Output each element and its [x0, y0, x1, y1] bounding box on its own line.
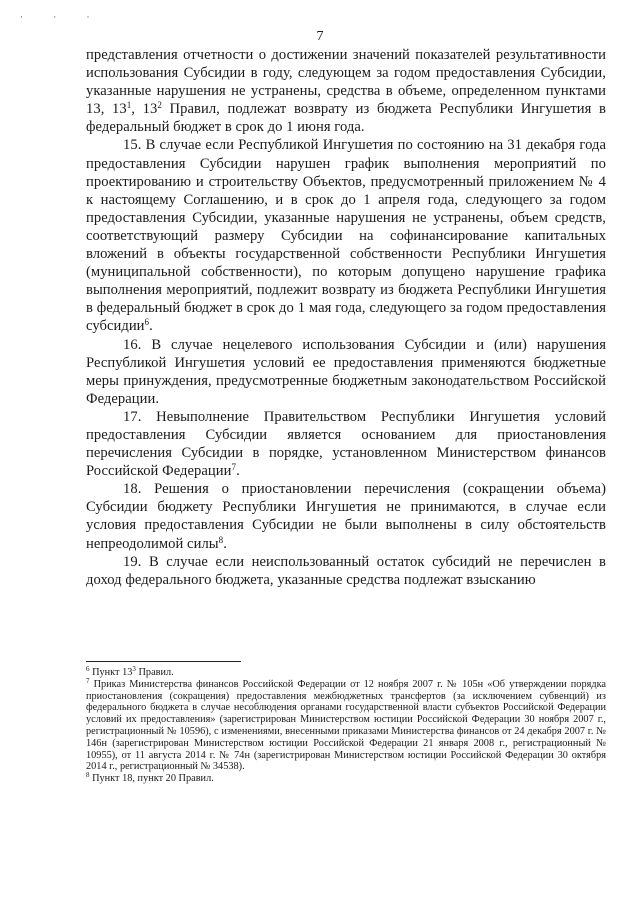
footnotes [86, 667, 606, 785]
footnote-8: $^8$ Пункт 18, пункт 20 Правил. [86, 771, 214, 785]
document-body [86, 46, 606, 589]
paragraph-14-continuation: представления отчетности о достижении значений показателей результативности использования Субсидии в году, следующем за годом предоставления Субсидии, указанные нарушения не устранены, средства в объеме, определенном пунктами 13, $13^1$, $13^2$ Правил, подлежат возврату из бюджета Республики Ингушетия в федеральный бюджет в срок до 1 июня года. [86, 47, 606, 136]
paragraph-19: 19. В случае если неиспользованный остаток субсидий не перечислен в доход федерального бюджета, указанные средства подлежат взысканию [86, 553, 606, 588]
footnote-separator [86, 661, 241, 662]
paragraph-17: 17. Невыполнение Правительством Республики Ингушетия условий предоставления Субсидии является основанием для приостановления перечисления Субсидии в порядке, установленном Министерством финансов Российской Федерации$^7$. [86, 408, 606, 480]
footnote-ref-7: 7 [231, 462, 237, 473]
paragraph-16: 16. В случае нецелевого использования Субсидии и (или) нарушения Республикой Ингушетия условий ее предоставления применяются бюджетные меры принуждения, предусмотренные бюджетным законодательством Российской Федерации. [86, 336, 606, 407]
page-number: 7 [316, 29, 324, 44]
footnote-6: $^6$ Пункт $13^3$ Правил. [86, 665, 174, 678]
paragraph-15: 15. В случае если Республикой Ингушетия по состоянию на 31 декабря года предоставления Субсидии нарушен график выполнения мероприятий по проектированию и строительству Объектов, предусмотренный приложением № 4 к настоящему Соглашению, и в срок до 1 апреля года, следующего за годом предоставления Субсидии, указанные нарушения не устранены, объем средств, соответствующий размеру Субсидии на софинансирование капитальных вложений в объекты государственной собственности Республики Ингушетия (муниципальной собственности), по которым допущено нарушение графика выполнения мероприятий, подлежит возврату из бюджета Республики Ингушетия в федеральный бюджет в срок до 1 мая года, следующего за годом предоставления субсидии$^6$. [86, 137, 606, 335]
footnote-ref-6: 6 [144, 317, 150, 328]
scan-artifact-dots: · · · [20, 12, 104, 22]
footnote-7: $^7$ Приказ Министерства финансов Российской Федерации от 12 ноября 2007 г. № 105н «Об утверждении порядка приостановления (сокращения) предоставления межбюджетных трансфертов (за исключением субвенций) из федерального бюджета в случае несоблюдения органами государственной власти субъектов Российской Федерации условий их предоставления» (зарегистрирован Министерством юстиции Российской Федерации 30 ноября 2007 г., регистрационный № 10596), с изменениями, внесенными приказами Министерства финансов от 24 декабря 2007 г. № 146н (зарегистрирован Министерством юстиции Российской Федерации 21 января 2008 г., регистрационный № 10955), от 11 августа 2014 г. № 74н (зарегистрирован Министерством юстиции Российской Федерации 30 октября 2014 г., регистрационный № 34538). [86, 676, 606, 773]
paragraph-18: 18. Решения о приостановлении перечисления (сокращении объема) Субсидии бюджету Республики Ингушетия не принимаются, в случае если условия предоставления Субсидии не были выполнены в силу обстоятельств непреодолимой силы$^8$. [86, 481, 606, 552]
footnote-ref-8: 8 [218, 534, 224, 545]
